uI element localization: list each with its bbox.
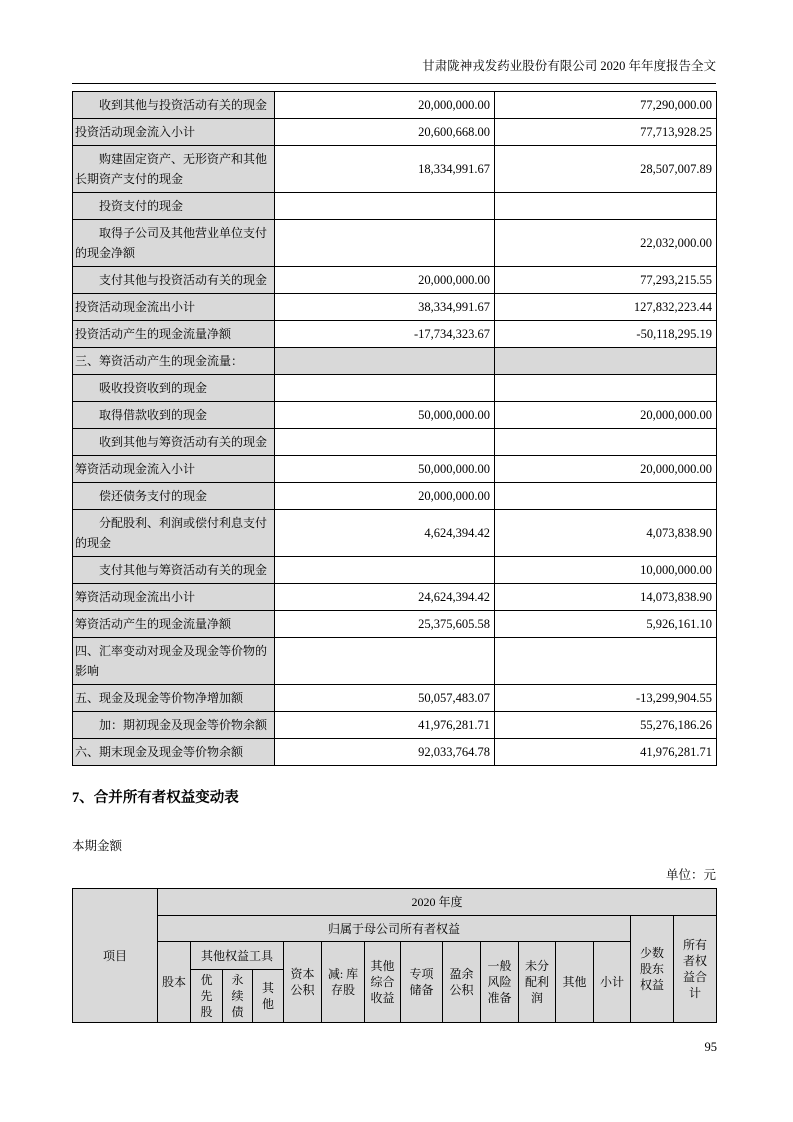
unit-label: 单位：元 bbox=[665, 868, 716, 882]
equity-col-other: 其他 bbox=[556, 942, 594, 1023]
equity-col-share-capital: 股本 bbox=[158, 942, 191, 1023]
report-header-title: 甘肃陇神戎发药业股份有限公司 2020 年年度报告全文 bbox=[422, 59, 716, 73]
cash-flow-row bbox=[73, 638, 717, 685]
cash-flow-prior-amount bbox=[495, 638, 717, 685]
cash-flow-row bbox=[73, 584, 717, 611]
cash-flow-row bbox=[73, 510, 717, 557]
cash-flow-row bbox=[73, 294, 717, 321]
cash-flow-current-amount: -17,734,323.67 bbox=[275, 321, 495, 348]
cash-flow-row bbox=[73, 375, 717, 402]
cash-flow-item-label: 收到其他与投资活动有关的现金 bbox=[73, 92, 275, 119]
cash-flow-row bbox=[73, 402, 717, 429]
equity-col-perpetual-bonds: 永续债 bbox=[223, 970, 253, 1023]
cash-flow-current-amount bbox=[275, 220, 495, 267]
cash-flow-item-label: 吸收投资收到的现金 bbox=[73, 375, 275, 402]
cash-flow-current-amount: 50,000,000.00 bbox=[275, 456, 495, 483]
cash-flow-prior-amount bbox=[495, 375, 717, 402]
equity-col-preferred-shares: 优先股 bbox=[191, 970, 223, 1023]
cash-flow-current-amount: 18,334,991.67 bbox=[275, 146, 495, 193]
cash-flow-row bbox=[73, 267, 717, 294]
cash-flow-row bbox=[73, 685, 717, 712]
cash-flow-current-amount bbox=[275, 638, 495, 685]
cash-flow-item-label: 分配股利、利润或偿付利息支付的现金 bbox=[73, 510, 275, 557]
equity-col-surplus-reserve: 盈余公积 bbox=[443, 942, 481, 1023]
cash-flow-row bbox=[73, 429, 717, 456]
cash-flow-current-amount: 24,624,394.42 bbox=[275, 584, 495, 611]
header-rule bbox=[72, 83, 716, 84]
cash-flow-row bbox=[73, 456, 717, 483]
cash-flow-prior-amount: 77,713,928.25 bbox=[495, 119, 717, 146]
cash-flow-current-amount: 25,375,605.58 bbox=[275, 611, 495, 638]
cash-flow-prior-amount: 41,976,281.71 bbox=[495, 739, 717, 766]
cash-flow-item-label: 偿还债务支付的现金 bbox=[73, 483, 275, 510]
cash-flow-item-label: 三、筹资活动产生的现金流量： bbox=[73, 348, 275, 375]
cash-flow-row bbox=[73, 146, 717, 193]
section-heading: 7、合并所有者权益变动表 bbox=[72, 790, 239, 806]
cash-flow-item-label: 支付其他与筹资活动有关的现金 bbox=[73, 557, 275, 584]
cash-flow-row bbox=[73, 348, 717, 375]
cash-flow-current-amount: 20,600,668.00 bbox=[275, 119, 495, 146]
cash-flow-row bbox=[73, 193, 717, 220]
cash-flow-row bbox=[73, 220, 717, 267]
cash-flow-current-amount bbox=[275, 375, 495, 402]
cash-flow-current-amount bbox=[275, 193, 495, 220]
cash-flow-prior-amount bbox=[495, 429, 717, 456]
equity-col-special-reserve: 专项储备 bbox=[401, 942, 443, 1023]
cash-flow-row bbox=[73, 557, 717, 584]
cash-flow-item-label: 六、期末现金及现金等价物余额 bbox=[73, 739, 275, 766]
cash-flow-item-label: 收到其他与筹资活动有关的现金 bbox=[73, 429, 275, 456]
cash-flow-current-amount: 20,000,000.00 bbox=[275, 267, 495, 294]
cash-flow-prior-amount bbox=[495, 348, 717, 375]
cash-flow-item-label: 投资支付的现金 bbox=[73, 193, 275, 220]
cash-flow-prior-amount: 20,000,000.00 bbox=[495, 456, 717, 483]
equity-col-minority-interest: 少数股东权益 bbox=[631, 916, 674, 1023]
cash-flow-current-amount bbox=[275, 429, 495, 456]
equity-year-header: 2020 年度 bbox=[158, 889, 717, 916]
cash-flow-current-amount: 38,334,991.67 bbox=[275, 294, 495, 321]
cash-flow-prior-amount: 4,073,838.90 bbox=[495, 510, 717, 557]
equity-col-total-equity: 所有者权益合计 bbox=[674, 916, 717, 1023]
cash-flow-prior-amount: 77,290,000.00 bbox=[495, 92, 717, 119]
cash-flow-current-amount: 50,057,483.07 bbox=[275, 685, 495, 712]
cash-flow-item-label: 投资活动现金流出小计 bbox=[73, 294, 275, 321]
cash-flow-row bbox=[73, 483, 717, 510]
cash-flow-item-label: 取得子公司及其他营业单位支付的现金净额 bbox=[73, 220, 275, 267]
cash-flow-current-amount: 20,000,000.00 bbox=[275, 483, 495, 510]
cash-flow-table bbox=[72, 91, 717, 766]
cash-flow-current-amount: 4,624,394.42 bbox=[275, 510, 495, 557]
equity-table bbox=[72, 888, 717, 1023]
equity-col-subtotal: 小计 bbox=[594, 942, 631, 1023]
cash-flow-prior-amount bbox=[495, 483, 717, 510]
cash-flow-prior-amount: 14,073,838.90 bbox=[495, 584, 717, 611]
cash-flow-item-label: 投资活动产生的现金流量净额 bbox=[73, 321, 275, 348]
equity-parent-equity-header: 归属于母公司所有者权益 bbox=[158, 916, 631, 942]
cash-flow-current-amount: 92,033,764.78 bbox=[275, 739, 495, 766]
cash-flow-item-label: 投资活动现金流入小计 bbox=[73, 119, 275, 146]
cash-flow-item-label: 五、现金及现金等价物净增加额 bbox=[73, 685, 275, 712]
cash-flow-prior-amount: 127,832,223.44 bbox=[495, 294, 717, 321]
cash-flow-row bbox=[73, 712, 717, 739]
equity-col-other-equity-instruments: 其他权益工具 bbox=[191, 942, 284, 970]
cash-flow-prior-amount: 20,000,000.00 bbox=[495, 402, 717, 429]
page-number: 95 bbox=[704, 1040, 717, 1054]
cash-flow-current-amount: 20,000,000.00 bbox=[275, 92, 495, 119]
cash-flow-prior-amount: 77,293,215.55 bbox=[495, 267, 717, 294]
cash-flow-row bbox=[73, 611, 717, 638]
section-subheading: 本期金额 bbox=[72, 839, 123, 853]
cash-flow-item-label: 四、汇率变动对现金及现金等价物的影响 bbox=[73, 638, 275, 685]
equity-col-retained-profit: 未分配利润 bbox=[519, 942, 556, 1023]
equity-col-instruments-other: 其他 bbox=[253, 970, 284, 1023]
cash-flow-prior-amount: -13,299,904.55 bbox=[495, 685, 717, 712]
cash-flow-row bbox=[73, 119, 717, 146]
cash-flow-row bbox=[73, 739, 717, 766]
cash-flow-item-label: 筹资活动产生的现金流量净额 bbox=[73, 611, 275, 638]
cash-flow-prior-amount: 28,507,007.89 bbox=[495, 146, 717, 193]
equity-col-general-risk-reserve: 一般风险准备 bbox=[481, 942, 519, 1023]
cash-flow-prior-amount: 55,276,186.26 bbox=[495, 712, 717, 739]
cash-flow-item-label: 取得借款收到的现金 bbox=[73, 402, 275, 429]
cash-flow-prior-amount bbox=[495, 193, 717, 220]
cash-flow-prior-amount: 5,926,161.10 bbox=[495, 611, 717, 638]
cash-flow-current-amount: 50,000,000.00 bbox=[275, 402, 495, 429]
equity-col-less-treasury-shares: 减: 库存股 bbox=[322, 942, 365, 1023]
cash-flow-prior-amount: 22,032,000.00 bbox=[495, 220, 717, 267]
cash-flow-item-label: 购建固定资产、无形资产和其他长期资产支付的现金 bbox=[73, 146, 275, 193]
cash-flow-prior-amount: 10,000,000.00 bbox=[495, 557, 717, 584]
cash-flow-row bbox=[73, 92, 717, 119]
cash-flow-item-label: 支付其他与投资活动有关的现金 bbox=[73, 267, 275, 294]
equity-col-other-comprehensive-income: 其他综合收益 bbox=[365, 942, 401, 1023]
cash-flow-current-amount: 41,976,281.71 bbox=[275, 712, 495, 739]
cash-flow-row bbox=[73, 321, 717, 348]
cash-flow-current-amount bbox=[275, 557, 495, 584]
equity-col-item: 项目 bbox=[73, 889, 158, 1023]
cash-flow-prior-amount: -50,118,295.19 bbox=[495, 321, 717, 348]
equity-col-capital-reserve: 资本公积 bbox=[284, 942, 322, 1023]
cash-flow-item-label: 筹资活动现金流入小计 bbox=[73, 456, 275, 483]
cash-flow-item-label: 加：期初现金及现金等价物余额 bbox=[73, 712, 275, 739]
page-header bbox=[72, 0, 716, 84]
cash-flow-current-amount bbox=[275, 348, 495, 375]
cash-flow-table-body bbox=[73, 92, 717, 766]
cash-flow-item-label: 筹资活动现金流出小计 bbox=[73, 584, 275, 611]
